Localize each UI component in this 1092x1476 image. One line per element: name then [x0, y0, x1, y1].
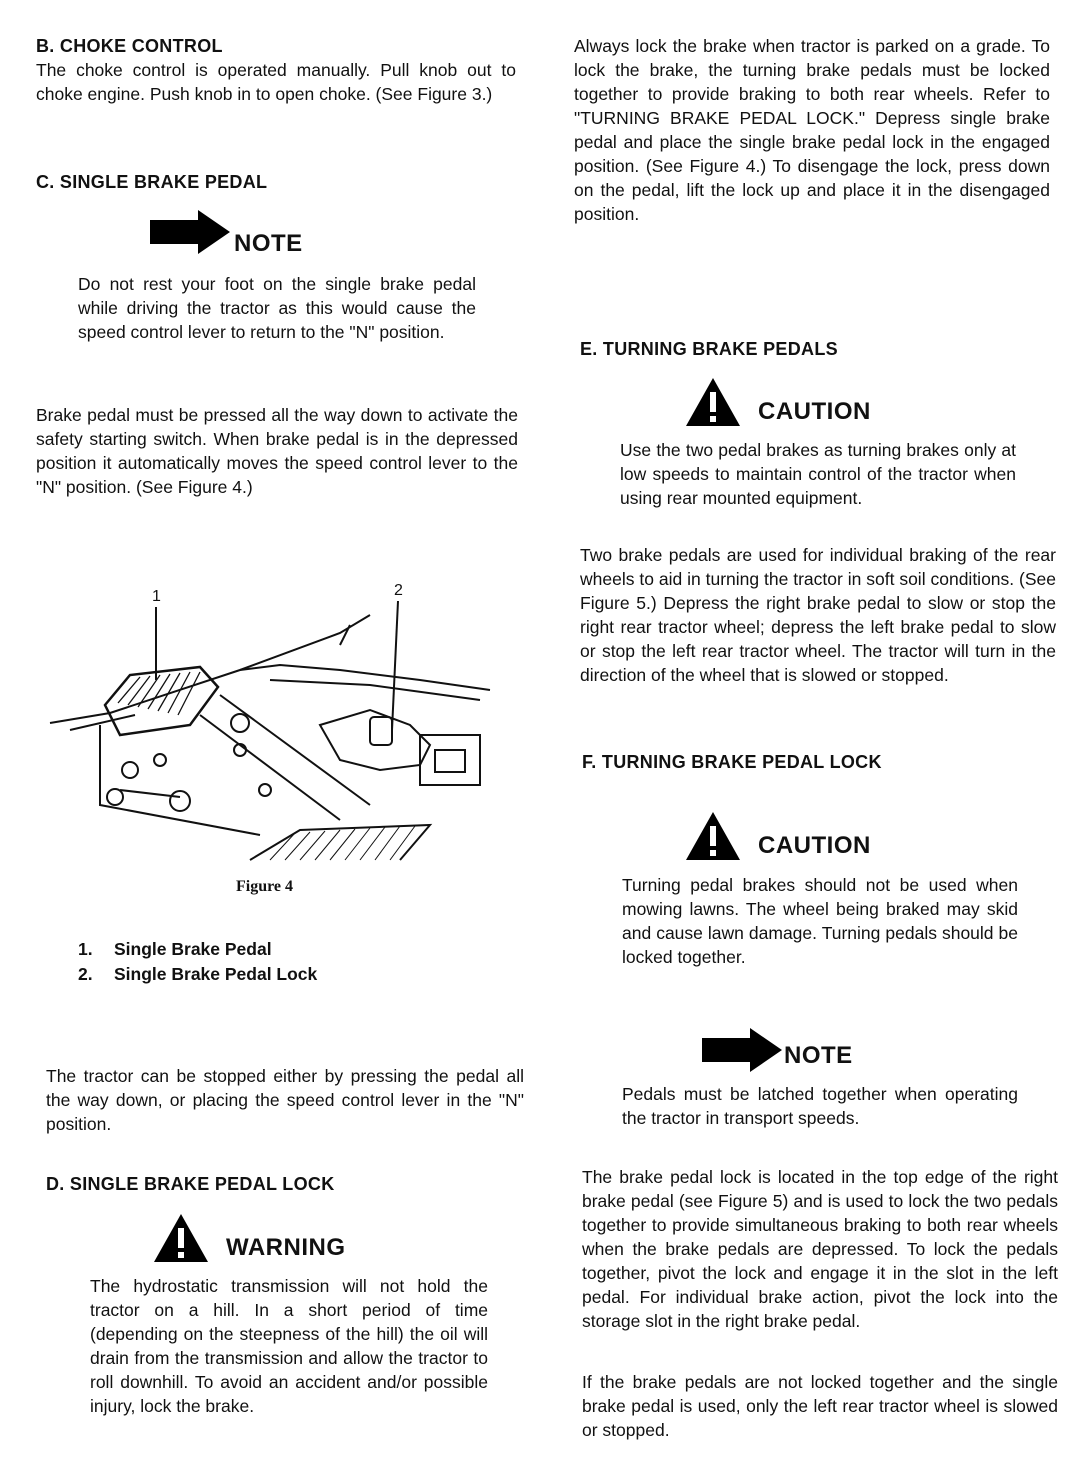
pedals-not-locked-text: If the brake pedals are not locked together and the single brake pedal is used, only the left rear tractor wheel is slowed or stopped.	[582, 1372, 1058, 1440]
stop-tractor-text: The tractor can be stopped either by pressing the pedal all the way down, or placing the speed control lever in the "N" position.	[46, 1066, 524, 1134]
choke-control-text: The choke control is operated manually. Pull knob out to choke engine. Push knob in to open choke. (See Figure 3.)	[36, 60, 516, 104]
pedal-lock-text: The brake pedal lock is located in the top edge of the right brake pedal (see Figure 5) and is used to lock the two pedals together to provide simultaneous braking to both rear wheels when the brake pedals are depressed. To lock the pedals together, pivot the lock and engage it in the slot in the left pedal. For individual brake action, pivot the lock into the storage slot in the right brake pedal.	[582, 1167, 1058, 1331]
warning-text: The hydrostatic transmission will not hold the tractor on a hill. In a short period of time (depending on the steepness of the hill) the oil will drain from the transmission and allow the tractor to roll downhill. To avoid an accident and/or possible injury, lock the brake.	[90, 1276, 488, 1416]
section-d-heading: D. SINGLE BRAKE PEDAL LOCK	[46, 1174, 335, 1194]
note-text: Do not rest your foot on the single brake pedal while driving the tractor as this would cause the speed control lever to return to the "N" position.	[78, 274, 476, 342]
caution-title: CAUTION	[758, 398, 871, 425]
note-title: NOTE	[234, 230, 303, 257]
warning-title: WARNING	[226, 1234, 346, 1261]
section-f-heading: F. TURNING BRAKE PEDAL LOCK	[582, 752, 882, 772]
caution-text: Use the two pedal brakes as turning brakes only at low speeds to maintain control of the tractor when using rear mounted equipment.	[620, 440, 1016, 508]
legend-item: 1. Single Brake Pedal	[78, 939, 272, 959]
caution-title: CAUTION	[758, 832, 871, 859]
callout-1: 1	[152, 588, 161, 605]
section-c-heading: C. SINGLE BRAKE PEDAL	[36, 172, 268, 192]
figure-caption: Figure 4	[236, 878, 294, 895]
lock-brake-text: Always lock the brake when tractor is parked on a grade. To lock the brake, the turning brake pedals must be locked together to provide braking to both rear wheels. Refer to "TURNING BRAKE PEDAL LOCK." Depress single brake pedal and place the single brake pedal lock in the engaged position. (See Figure 4.) To disengage the lock, press down on the pedal, lift the lock up and place it in the disengaged position.	[574, 36, 1050, 224]
figure-legend	[78, 937, 317, 987]
note-title: NOTE	[784, 1042, 853, 1069]
note-text: Pedals must be latched together when operating the tractor in transport speeds.	[622, 1084, 1018, 1128]
brake-pedal-text: Brake pedal must be pressed all the way down to activate the safety starting switch. When brake pedal is in the depressed position it automatically moves the speed control lever to the "N" position. (See Figure 4.)	[36, 405, 518, 497]
caution-text: Turning pedal brakes should not be used when mowing lawns. The wheel being braked may skid and cause lawn damage. Turning pedals should be locked together.	[622, 875, 1018, 967]
section-e-heading: E. TURNING BRAKE PEDALS	[580, 339, 838, 359]
note-arrow-icon	[702, 1028, 782, 1072]
callout-2: 2	[394, 582, 403, 599]
figure-4-illustration	[40, 575, 500, 865]
warning-triangle-icon	[152, 1212, 210, 1264]
caution-triangle-icon	[684, 376, 742, 428]
turning-brakes-text: Two brake pedals are used for individual braking of the rear wheels to aid in turning the tractor in soft soil conditions. (See Figure 5.) Depress the right brake pedal to slow or stop the right rear tractor wheel; depress the left brake pedal to slow or stop the left rear tractor wheel. The tractor will turn in the direction of the wheel that is slowed or stopped.	[580, 545, 1056, 685]
caution-triangle-icon	[684, 810, 742, 862]
note-arrow-icon	[150, 210, 230, 254]
legend-item: 2. Single Brake Pedal Lock	[78, 964, 318, 984]
section-b-heading: B. CHOKE CONTROL	[36, 36, 223, 56]
